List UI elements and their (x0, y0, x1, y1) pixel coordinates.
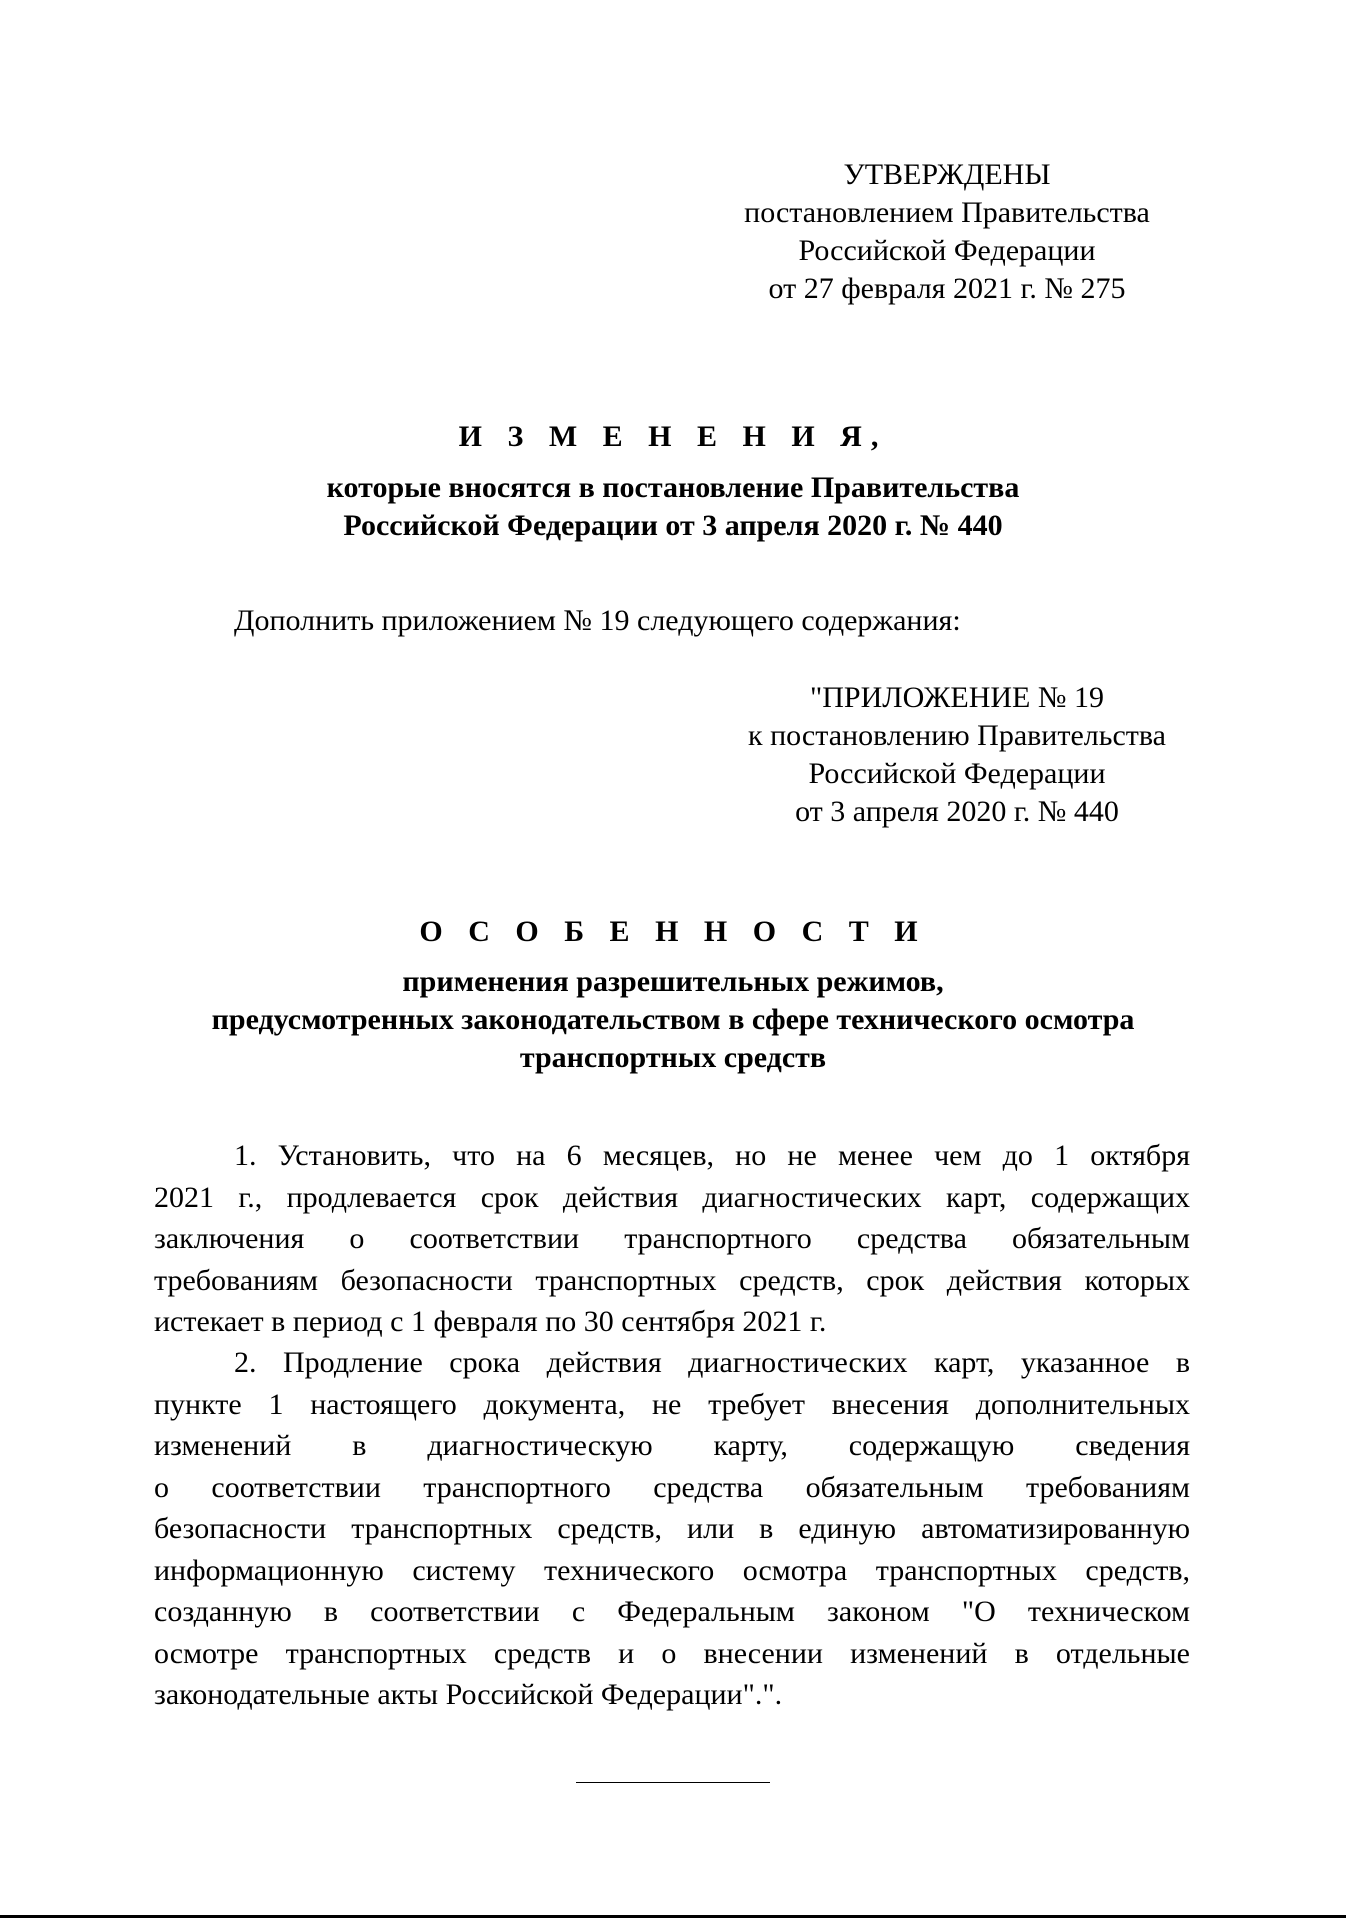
changes-subtitle-line-1: которые вносятся в постановление Правительства (326, 471, 1020, 504)
appendix-title: "ПРИЛОЖЕНИЕ № 19 (809, 681, 1104, 714)
intro-text: Дополнить приложением № 19 следующего содержания: (234, 604, 961, 637)
changes-subtitle-line-2: Российской Федерации от 3 апреля 2020 г. № 440 (343, 509, 1003, 542)
approval-date: от 27 февраля 2021 г. № 275 (768, 272, 1126, 305)
features-subtitle (123, 963, 1223, 1077)
features-heading (173, 913, 1173, 951)
paragraph-1-line-5: истекает в период с 1 февраля по 30 сентября 2021 г. (154, 1305, 827, 1338)
features-subtitle-line-1: применения разрешительных режимов, (402, 965, 944, 998)
features-subtitle-line-3: транспортных средств (519, 1041, 827, 1074)
features-title: О С О Б Е Н Н О С Т И (419, 915, 927, 948)
approval-title: УТВЕРЖДЕНЫ (843, 158, 1051, 191)
paragraph-2-line-9: законодательные акты Российской Федерации".". (154, 1678, 783, 1711)
appendix-date: от 3 апреля 2020 г. № 440 (795, 795, 1119, 828)
changes-heading (173, 418, 1173, 456)
paragraph-2-line-7: созданную в соответствии с Федеральным законом "О техническом (154, 1595, 1190, 1628)
changes-title: И З М Е Н Е Н И Я, (458, 420, 888, 453)
paragraph-2-line-8: осмотре транспортных средств и о внесении изменений в отдельные (154, 1636, 1190, 1670)
paragraph-1-line-3: заключения о соответствии транспортного средства обязательным (154, 1222, 1190, 1255)
paragraph-2-line-4: о соответствии транспортного средства обязательным требованиям (154, 1470, 1190, 1504)
paragraph-2 (154, 1342, 1190, 1716)
paragraph-1-line-4: требованиям безопасности транспортных средств, срок действия которых (154, 1263, 1190, 1297)
appendix-line-3: Российской Федерации (808, 757, 1106, 790)
paragraph-1-line-2: 2021 г., продлевается срок действия диагностических карт, содержащих (154, 1180, 1190, 1214)
paragraph-2-line-5: безопасности транспортных средств, или в единую автоматизированную (154, 1512, 1190, 1545)
appendix-line-2: к постановлению Правительства (748, 719, 1166, 752)
paragraph-2-line-6: информационную систему технического осмотра транспортных средств, (154, 1553, 1190, 1587)
paragraph-1 (154, 1135, 1190, 1343)
features-subtitle-line-2: предусмотренных законодательством в сфере технического осмотра (211, 1003, 1135, 1036)
paragraph-1-line-1: 1. Установить, что на 6 месяцев, но не менее чем до 1 октября (234, 1139, 1190, 1172)
paragraph-2-line-1: 2. Продление срока действия диагностических карт, указанное в (234, 1346, 1190, 1379)
approval-line-2: постановлением Правительства (744, 196, 1150, 229)
end-separator (576, 1782, 770, 1783)
paragraph-2-line-3: изменений в диагностическую карту, содержащую сведения (154, 1429, 1190, 1462)
approval-line-3: Российской Федерации (798, 234, 1096, 267)
changes-subtitle (173, 469, 1173, 545)
appendix-block (717, 679, 1197, 831)
approval-block (712, 156, 1182, 308)
paragraph-2-line-2: пункте 1 настоящего документа, не требует внесения дополнительных (154, 1387, 1190, 1421)
page-bottom-border (0, 1915, 1346, 1918)
